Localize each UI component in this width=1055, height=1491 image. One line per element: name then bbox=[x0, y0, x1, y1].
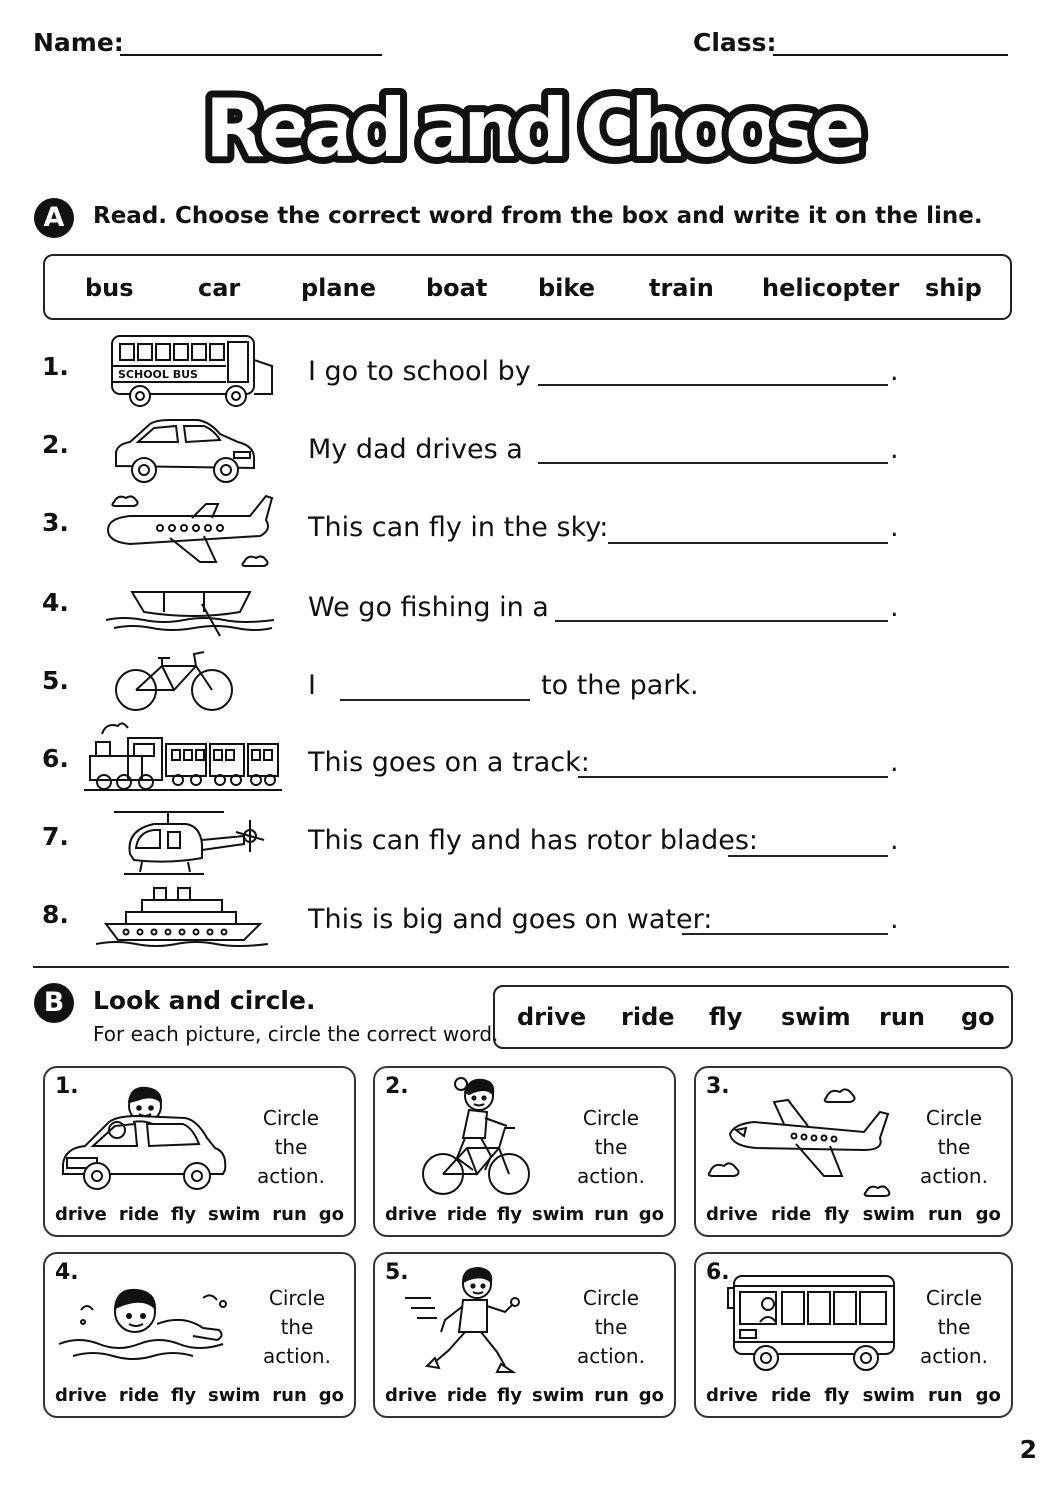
card-number: 4. bbox=[55, 1260, 79, 1285]
word-bank-item: run bbox=[879, 1003, 926, 1031]
option-ride[interactable]: ride bbox=[446, 1385, 487, 1406]
card-prompt-line: the action. bbox=[263, 1315, 331, 1368]
sentence-end: to the park. bbox=[541, 670, 699, 701]
option-drive[interactable]: drive bbox=[385, 1204, 437, 1225]
option-swim[interactable]: swim bbox=[862, 1385, 915, 1406]
card-number: 5. bbox=[385, 1260, 409, 1285]
section-divider bbox=[33, 966, 1009, 968]
option-go[interactable]: go bbox=[638, 1385, 664, 1406]
item-number: 2. bbox=[42, 430, 69, 459]
answer-blank-3[interactable] bbox=[608, 542, 888, 544]
card-prompt bbox=[241, 1104, 341, 1191]
card-prompt-line: the action. bbox=[577, 1315, 645, 1368]
action-card-5 bbox=[373, 1252, 676, 1418]
option-run[interactable]: run bbox=[272, 1204, 307, 1225]
item-number: 7. bbox=[42, 822, 69, 851]
boat-icon bbox=[104, 582, 279, 642]
option-drive[interactable]: drive bbox=[55, 1204, 107, 1225]
sentence-text: This can fly and has rotor blades: bbox=[308, 825, 759, 856]
word-bank-item: plane bbox=[301, 274, 376, 302]
word-bank-b bbox=[493, 985, 1013, 1049]
option-drive[interactable]: drive bbox=[706, 1204, 758, 1225]
airplane-flying-icon bbox=[704, 1080, 899, 1200]
bus-sign: SCHOOL BUS bbox=[118, 368, 198, 381]
bike-icon bbox=[112, 648, 237, 714]
action-card-6 bbox=[694, 1252, 1013, 1418]
sentence-end: . bbox=[890, 592, 899, 623]
page-number: 2 bbox=[1019, 1435, 1037, 1464]
card-prompt-line: Circle bbox=[268, 1286, 326, 1310]
option-swim[interactable]: swim bbox=[532, 1385, 585, 1406]
word-bank-item: go bbox=[961, 1003, 995, 1031]
word-bank-item: boat bbox=[426, 274, 488, 302]
card-number: 3. bbox=[706, 1074, 730, 1099]
option-go[interactable]: go bbox=[318, 1204, 344, 1225]
word-bank-item: train bbox=[649, 274, 714, 302]
card-prompt-line: Circle bbox=[262, 1106, 320, 1130]
card-number: 2. bbox=[385, 1074, 409, 1099]
answer-blank-6[interactable] bbox=[578, 776, 888, 778]
card-prompt bbox=[904, 1104, 1004, 1191]
card-prompt-line: the action. bbox=[577, 1135, 645, 1188]
sentence-text: This is big and goes on water: bbox=[308, 904, 713, 935]
word-bank-a bbox=[43, 254, 1012, 320]
sentence-end: . bbox=[890, 434, 899, 465]
card-prompt bbox=[904, 1284, 1004, 1371]
option-run[interactable]: run bbox=[928, 1385, 963, 1406]
sentence-text: This goes on a track: bbox=[308, 747, 590, 778]
option-go[interactable]: go bbox=[975, 1204, 1001, 1225]
answer-blank-4[interactable] bbox=[555, 620, 888, 622]
sentence-text: We go fishing in a bbox=[308, 592, 549, 623]
card-options bbox=[706, 1385, 1001, 1406]
option-ride[interactable]: ride bbox=[771, 1385, 812, 1406]
word-bank-item: helicopter bbox=[762, 274, 900, 302]
option-swim[interactable]: swim bbox=[208, 1385, 261, 1406]
card-options bbox=[385, 1385, 664, 1406]
option-ride[interactable]: ride bbox=[118, 1385, 159, 1406]
option-run[interactable]: run bbox=[594, 1204, 629, 1225]
sentence-end: . bbox=[890, 512, 899, 543]
train-icon bbox=[84, 718, 282, 794]
page-title-text: Read and Choose bbox=[205, 82, 865, 175]
option-ride[interactable]: ride bbox=[771, 1204, 812, 1225]
item-number: 5. bbox=[42, 666, 69, 695]
action-card-1 bbox=[43, 1066, 356, 1237]
card-options bbox=[55, 1204, 344, 1225]
answer-blank-7[interactable] bbox=[728, 855, 888, 857]
card-prompt bbox=[561, 1284, 661, 1371]
section-a-instruction: Read. Choose the correct word from the box and write it on the line. bbox=[93, 203, 983, 229]
action-card-2 bbox=[373, 1066, 676, 1237]
boy-swimming-icon bbox=[53, 1270, 243, 1370]
girl-riding-bike-icon bbox=[415, 1074, 535, 1198]
name-label: Name: bbox=[33, 28, 124, 57]
card-prompt-line: Circle bbox=[925, 1106, 983, 1130]
sentence-text: My dad drives a bbox=[308, 434, 523, 465]
option-go[interactable]: go bbox=[638, 1204, 664, 1225]
sentence-text: This can fly in the sky: bbox=[308, 512, 609, 543]
option-swim[interactable]: swim bbox=[862, 1204, 915, 1225]
helicopter-icon bbox=[110, 804, 270, 882]
section-b-badge: B bbox=[34, 983, 74, 1023]
boy-driving-car-icon bbox=[57, 1078, 232, 1198]
card-options bbox=[385, 1204, 664, 1225]
option-fly[interactable]: fly bbox=[496, 1385, 523, 1406]
action-card-4 bbox=[43, 1252, 356, 1418]
card-prompt-line: Circle bbox=[582, 1286, 640, 1310]
option-fly[interactable]: fly bbox=[824, 1385, 850, 1406]
section-b-heading: Look and circle. bbox=[93, 986, 316, 1015]
answer-blank-1[interactable] bbox=[538, 384, 888, 386]
card-options bbox=[55, 1385, 344, 1406]
word-bank-item: bus bbox=[85, 274, 134, 302]
card-options bbox=[706, 1204, 1001, 1225]
car-icon bbox=[110, 416, 260, 490]
card-prompt bbox=[561, 1104, 661, 1191]
answer-blank-2[interactable] bbox=[538, 462, 888, 464]
card-prompt-line: Circle bbox=[582, 1106, 640, 1130]
sentence-text: I go to school by bbox=[308, 356, 531, 387]
answer-blank-8[interactable] bbox=[682, 933, 888, 935]
action-card-3 bbox=[694, 1066, 1013, 1237]
option-fly[interactable]: fly bbox=[496, 1204, 523, 1225]
school-bus-icon bbox=[108, 330, 278, 412]
card-prompt-line: Circle bbox=[925, 1286, 983, 1310]
item-number: 6. bbox=[42, 744, 69, 773]
plane-icon bbox=[100, 490, 280, 572]
name-field[interactable] bbox=[120, 54, 382, 56]
option-ride[interactable]: ride bbox=[446, 1204, 487, 1225]
bus-with-driver-icon bbox=[726, 1270, 902, 1374]
card-number: 1. bbox=[55, 1074, 79, 1099]
sentence-end: . bbox=[890, 825, 899, 856]
word-bank-item: ship bbox=[925, 274, 982, 302]
sentence-end: . bbox=[890, 747, 899, 778]
word-bank-item: drive bbox=[517, 1003, 587, 1031]
option-drive[interactable]: drive bbox=[385, 1385, 437, 1406]
option-swim[interactable]: swim bbox=[208, 1204, 261, 1225]
item-number: 4. bbox=[42, 588, 69, 617]
class-label: Class: bbox=[693, 28, 777, 57]
option-ride[interactable]: ride bbox=[118, 1204, 159, 1225]
page-title bbox=[195, 78, 875, 178]
option-go[interactable]: go bbox=[975, 1385, 1001, 1406]
word-bank-item: swim bbox=[781, 1003, 851, 1031]
item-number: 3. bbox=[42, 508, 69, 537]
sentence-end: . bbox=[890, 356, 899, 387]
boy-running-icon bbox=[401, 1262, 531, 1378]
item-number: 1. bbox=[42, 352, 69, 381]
card-prompt-line: the action. bbox=[257, 1135, 325, 1188]
word-bank-item: car bbox=[198, 274, 241, 302]
card-prompt bbox=[247, 1284, 347, 1371]
word-bank-item: ride bbox=[621, 1003, 675, 1031]
option-drive[interactable]: drive bbox=[706, 1385, 758, 1406]
section-a-badge: A bbox=[34, 198, 74, 238]
sentence-text: I bbox=[308, 670, 316, 701]
option-fly[interactable]: fly bbox=[170, 1204, 197, 1225]
card-prompt-line: the action. bbox=[920, 1135, 988, 1188]
answer-blank-5[interactable] bbox=[340, 699, 530, 701]
option-drive[interactable]: drive bbox=[55, 1385, 107, 1406]
word-bank-item: fly bbox=[709, 1003, 743, 1031]
option-swim[interactable]: swim bbox=[532, 1204, 585, 1225]
option-fly[interactable]: fly bbox=[170, 1385, 197, 1406]
option-run[interactable]: run bbox=[272, 1385, 307, 1406]
option-fly[interactable]: fly bbox=[824, 1204, 850, 1225]
option-go[interactable]: go bbox=[318, 1385, 344, 1406]
class-field[interactable] bbox=[773, 54, 1008, 56]
option-run[interactable]: run bbox=[928, 1204, 963, 1225]
section-b-subheading: For each picture, circle the correct word. bbox=[93, 1022, 499, 1046]
ship-icon bbox=[96, 882, 271, 950]
item-number: 8. bbox=[42, 900, 69, 929]
card-prompt-line: the action. bbox=[920, 1315, 988, 1368]
sentence-end: . bbox=[890, 904, 899, 935]
option-run[interactable]: run bbox=[594, 1385, 629, 1406]
card-number: 6. bbox=[706, 1260, 730, 1285]
word-bank-item: bike bbox=[538, 274, 595, 302]
